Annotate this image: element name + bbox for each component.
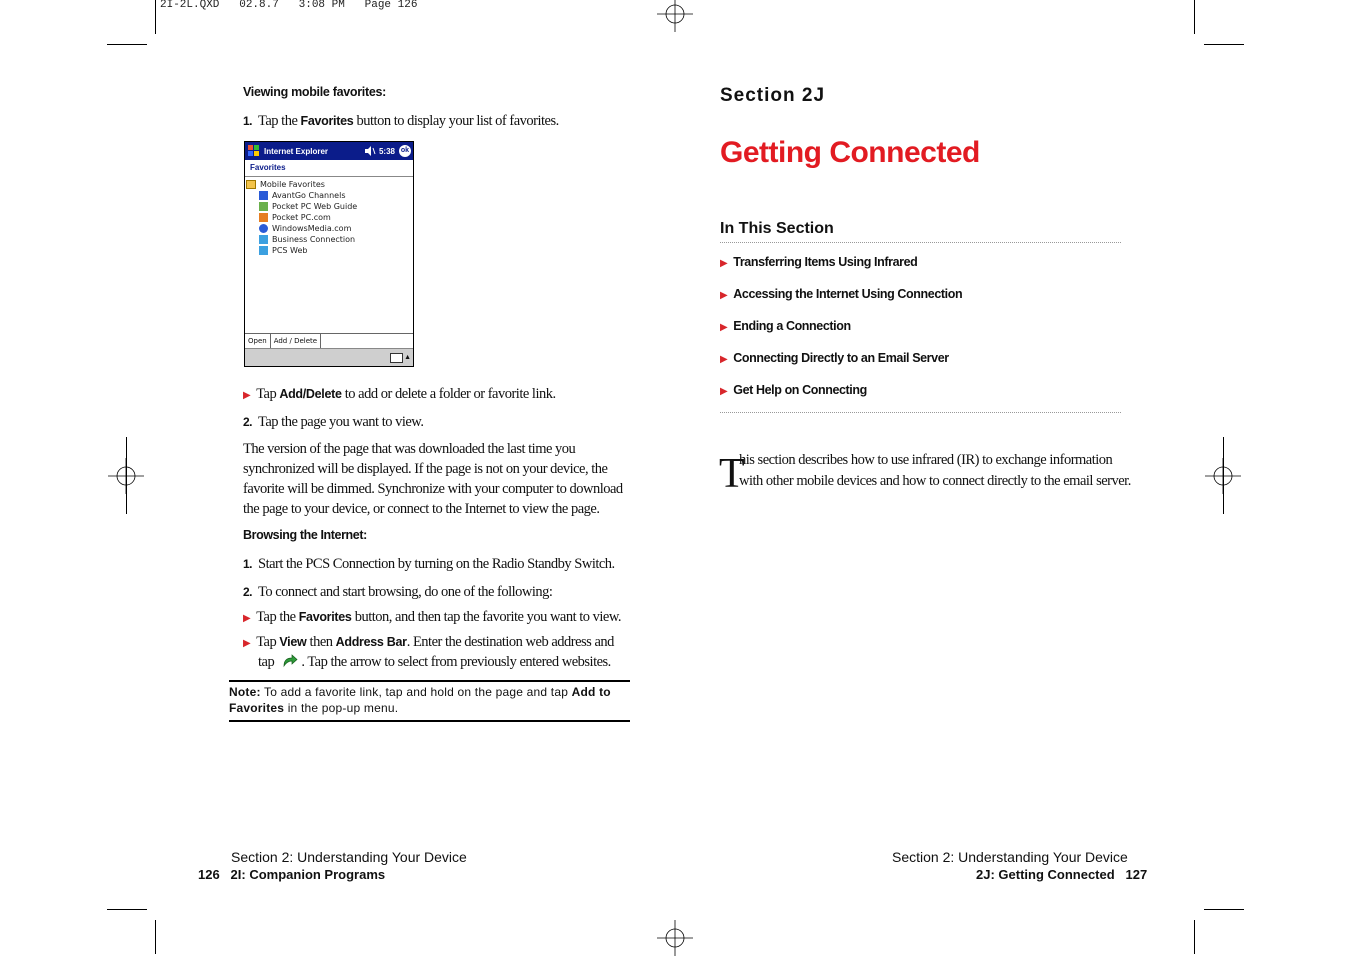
crop-mark <box>155 0 156 34</box>
bullet-address-bar-cont: tap . Tap the arrow to select from previously entered websites. <box>258 654 611 670</box>
toc-item[interactable]: ▶ Ending a Connection <box>720 319 851 333</box>
bullet-add-delete: ▶ Tap Add/Delete to add or delete a folder or favorite link. <box>243 386 556 402</box>
arrow-right-icon: ▶ <box>243 613 251 624</box>
page-title: Getting Connected <box>720 136 980 169</box>
intro-line-2: with other mobile devices and how to connect directly to the email server. <box>739 473 1131 489</box>
device-tabs <box>245 333 413 348</box>
bullet-address-bar: ▶ Tap View then Address Bar. Enter the destination web address and <box>243 634 614 650</box>
step-2: 2. Tap the page you want to view. <box>243 414 424 430</box>
tab-open[interactable]: Open <box>245 334 271 348</box>
browsing-heading: Browsing the Internet: <box>243 528 367 542</box>
crop-mark <box>107 909 147 910</box>
favorites-tree <box>245 177 413 256</box>
arrow-right-icon: ▶ <box>720 386 728 397</box>
arrow-right-icon: ▶ <box>720 322 728 333</box>
arrow-right-icon: ▶ <box>720 354 728 365</box>
crop-mark <box>107 44 147 45</box>
page-number: 126 <box>198 867 220 882</box>
crop-mark <box>1223 437 1224 514</box>
device-screenshot <box>244 141 414 367</box>
step-1: 1. Tap the Favorites button to display your list of favorites. <box>243 113 559 129</box>
tree-item[interactable]: AvantGo Channels <box>245 190 413 201</box>
favorite-link-icon <box>259 246 268 255</box>
favorite-link-icon <box>259 213 268 222</box>
divider <box>720 412 1121 413</box>
toc-item[interactable]: ▶ Transferring Items Using Infrared <box>720 255 918 269</box>
device-title-bar <box>245 142 413 160</box>
device-subtitle: Favorites <box>245 160 413 177</box>
favorite-link-icon <box>259 202 268 211</box>
crop-mark <box>1204 909 1244 910</box>
footer-section-left: Section 2: Understanding Your Device <box>231 849 467 865</box>
intro-dropcap: T <box>719 451 745 497</box>
crop-mark <box>1194 920 1195 954</box>
chevron-up-icon[interactable]: ▲ <box>404 353 411 361</box>
step-number: 1. <box>243 114 253 128</box>
tree-item[interactable]: Pocket PC Web Guide <box>245 201 413 212</box>
device-app-title: Internet Explorer <box>264 146 329 156</box>
tree-item[interactable]: WindowsMedia.com <box>245 223 413 234</box>
footer-section-right: Section 2: Understanding Your Device <box>892 849 1128 865</box>
step-number: 2. <box>243 585 253 599</box>
tree-item[interactable]: PCS Web <box>245 245 413 256</box>
note-label: Note: <box>229 685 261 699</box>
registration-mark-icon <box>657 0 693 32</box>
keyboard-icon[interactable] <box>390 353 403 363</box>
note-box: Note: To add a favorite link, tap and hold on the page and tap Add to Favorites in the pop-up menu. <box>229 680 630 722</box>
favorite-link-icon <box>259 235 268 244</box>
arrow-right-icon: ▶ <box>243 638 251 649</box>
registration-mark-icon <box>657 920 693 956</box>
footer-page-left <box>198 867 385 882</box>
favorite-link-icon <box>259 224 268 233</box>
go-arrow-icon <box>281 654 299 668</box>
crop-mark <box>155 920 156 954</box>
section-label: Section 2J <box>720 85 826 106</box>
device-ok-button[interactable]: ok <box>399 145 411 157</box>
tab-add-delete[interactable]: Add / Delete <box>271 334 321 348</box>
folder-icon <box>246 180 256 189</box>
paragraph: The version of the page that was downloaded the last time you synchronized will be displayed. If the page is not on your device, the favorite will be dimmed. Synchronize with your computer to download the page to your device, or connect to the Internet to view the page. <box>243 441 623 517</box>
viewing-heading: Viewing mobile favorites: <box>243 85 387 99</box>
toc-item[interactable]: ▶ Get Help on Connecting <box>720 383 867 397</box>
tree-item[interactable]: Pocket PC.com <box>245 212 413 223</box>
in-this-section-heading: In This Section <box>720 220 834 237</box>
browse-step-1: 1. Start the PCS Connection by turning on the Radio Standby Switch. <box>243 556 615 572</box>
arrow-right-icon: ▶ <box>720 290 728 301</box>
arrow-right-icon: ▶ <box>243 390 251 401</box>
device-command-bar <box>245 348 413 367</box>
channel-icon <box>259 191 268 200</box>
toc-item[interactable]: ▶ Connecting Directly to an Email Server <box>720 351 949 365</box>
step-number: 1. <box>243 557 253 571</box>
speaker-icon <box>364 146 376 156</box>
tree-item[interactable]: Mobile Favorites <box>245 179 413 190</box>
crop-mark <box>126 437 127 514</box>
intro-line-1: his section describes how to use infrared (IR) to exchange information <box>739 452 1113 468</box>
chapter-name: 2J: Getting Connected <box>976 867 1115 882</box>
step-number: 2. <box>243 415 253 429</box>
page-number: 127 <box>1125 867 1148 882</box>
windows-flag-icon <box>247 144 261 158</box>
chapter-name: 2I: Companion Programs <box>230 867 386 882</box>
bullet-favorites: ▶ Tap the Favorites button, and then tap the favorite you want to view. <box>243 609 622 625</box>
arrow-right-icon: ▶ <box>720 258 728 269</box>
divider <box>720 242 1121 243</box>
footer-page-right <box>976 867 1147 882</box>
print-slug: 2I-2L.QXD 02.8.7 3:08 PM Page 126 <box>160 0 418 11</box>
toc-item[interactable]: ▶ Accessing the Internet Using Connection <box>720 287 963 301</box>
crop-mark <box>1194 0 1195 34</box>
crop-mark <box>1204 44 1244 45</box>
tree-item[interactable]: Business Connection <box>245 234 413 245</box>
device-time: 5:38 <box>378 146 395 156</box>
browse-step-2: 2. To connect and start browsing, do one of the following: <box>243 584 553 600</box>
